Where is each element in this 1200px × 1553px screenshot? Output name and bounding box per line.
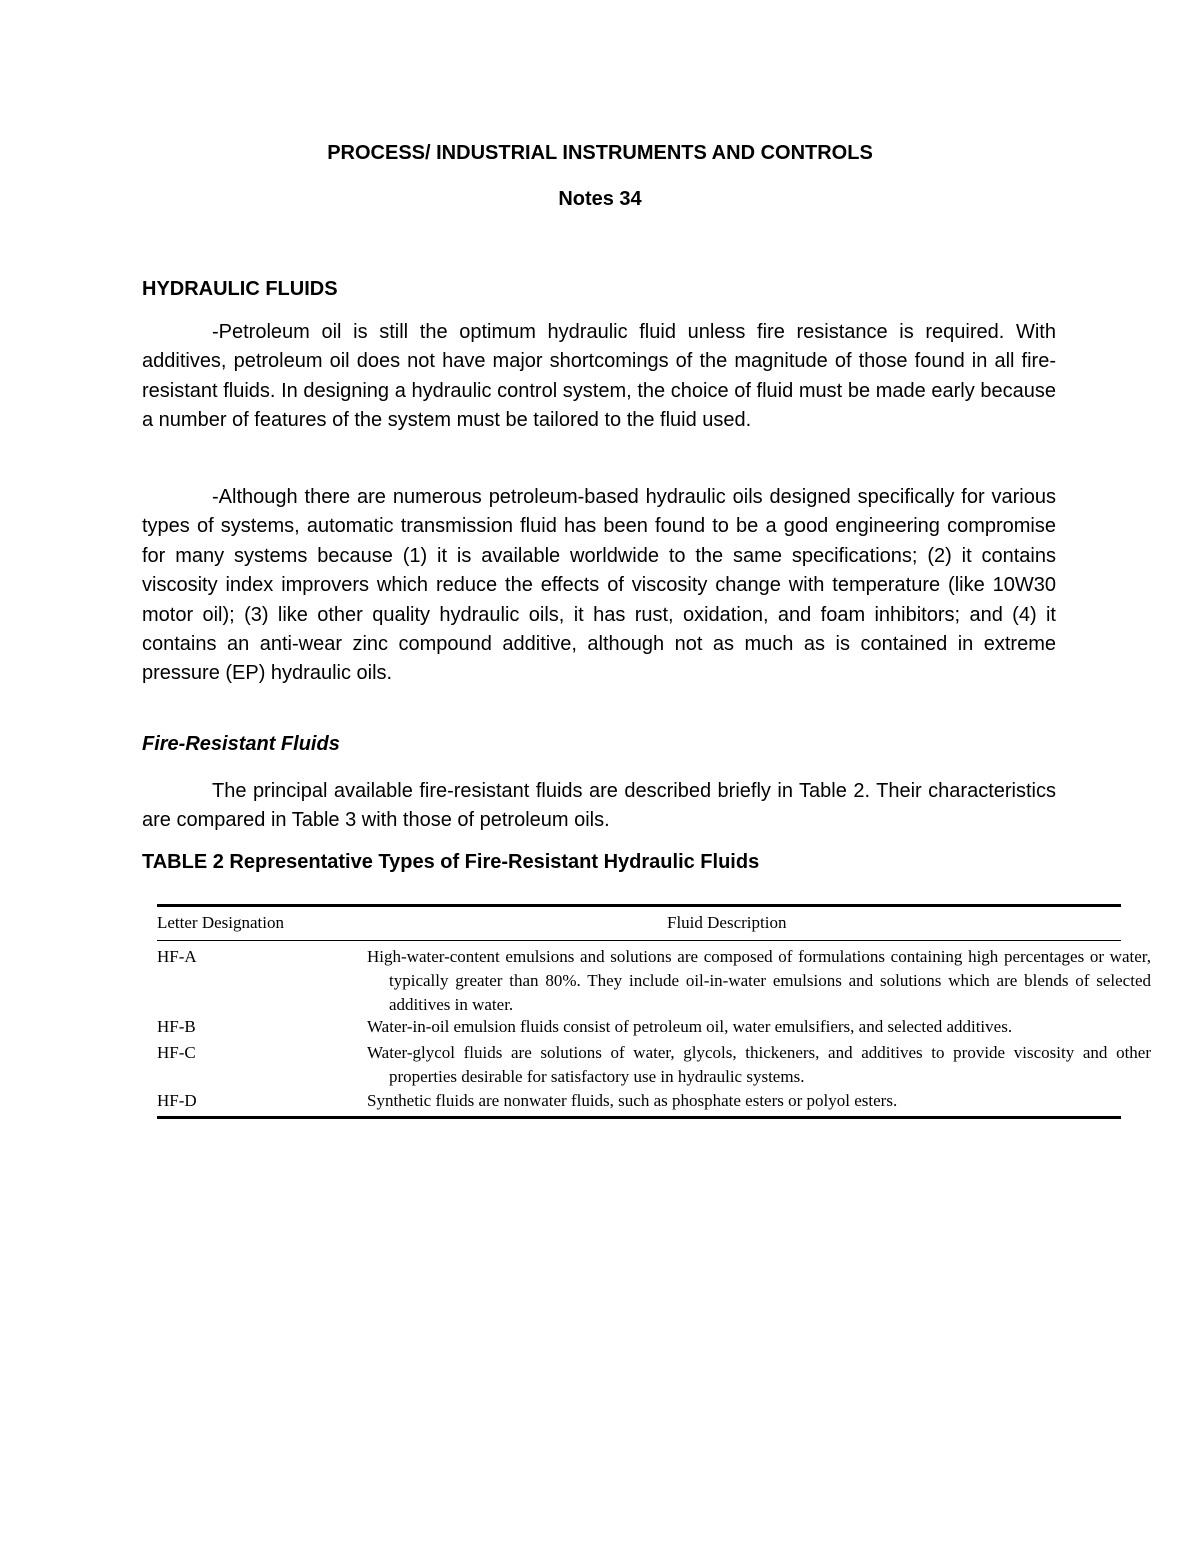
row-code: HF-A bbox=[157, 947, 197, 966]
row-description: Water-glycol fluids are solutions of water, glycols, thickeners, and additives to provide viscosity and other properties desirable for satisfactory use in hydraulic systems. bbox=[367, 1043, 1151, 1086]
paragraph-petroleum-oil: -Petroleum oil is still the optimum hydraulic fluid unless fire resistance is required. With additives, petroleum oil does not have major shortcomings of the magnitude of those found in all fire-resistant fluids. In designing a hydraulic control system, the choice of fluid must be made early because a number of features of the system must be tailored to the fluid used. bbox=[142, 321, 1056, 432]
row-description: High-water-content emulsions and solutions are composed of formulations containing high percentages or water, typically greater than 80%. They include oil-in-water emulsions and solutions which are blends of selected additives in water. bbox=[367, 947, 1151, 1014]
table-caption: TABLE 2 Representative Types of Fire-Resistant Hydraulic Fluids bbox=[142, 851, 760, 873]
table-top-rule bbox=[157, 904, 1121, 907]
table-header-letter: Letter Designation bbox=[157, 913, 284, 932]
row-code: HF-D bbox=[157, 1091, 197, 1110]
row-code: HF-C bbox=[157, 1043, 196, 1062]
section-heading: HYDRAULIC FLUIDS bbox=[142, 278, 338, 300]
table-header-rule bbox=[157, 940, 1121, 941]
table-header-description: Fluid Description bbox=[667, 913, 787, 932]
paragraph-fire-resistant-intro: The principal available fire-resistant fluids are described briefly in Table 2. Their characteristics are compared in Table 3 with those of petroleum oils. bbox=[142, 780, 1056, 832]
document-title: PROCESS/ INDUSTRIAL INSTRUMENTS AND CONTROLS bbox=[327, 142, 873, 164]
row-description: Synthetic fluids are nonwater fluids, such as phosphate esters or polyol esters. bbox=[367, 1091, 898, 1110]
paragraph-transmission-fluid: -Although there are numerous petroleum-based hydraulic oils designed specifically for various types of systems, automatic transmission fluid has been found to be a good engineering compromise for many systems because (1) it is available worldwide to the same specifications; (2) it contains viscosity index improvers which reduce the effects of viscosity change with temperature (like 10W30 motor oil); (3) like other quality hydraulic oils, it has rust, oxidation, and foam inhibitors; and (4) it contains an anti-wear zinc compound additive, although not as much as is contained in extreme pressure (EP) hydraulic oils. bbox=[142, 486, 1056, 685]
sub-heading-fire-resistant: Fire-Resistant Fluids bbox=[142, 733, 340, 755]
row-description: Water-in-oil emulsion fluids consist of petroleum oil, water emulsifiers, and selected additives. bbox=[367, 1017, 1013, 1036]
row-code: HF-B bbox=[157, 1017, 196, 1036]
document-subtitle: Notes 34 bbox=[558, 188, 642, 210]
table-bottom-rule bbox=[157, 1116, 1121, 1119]
